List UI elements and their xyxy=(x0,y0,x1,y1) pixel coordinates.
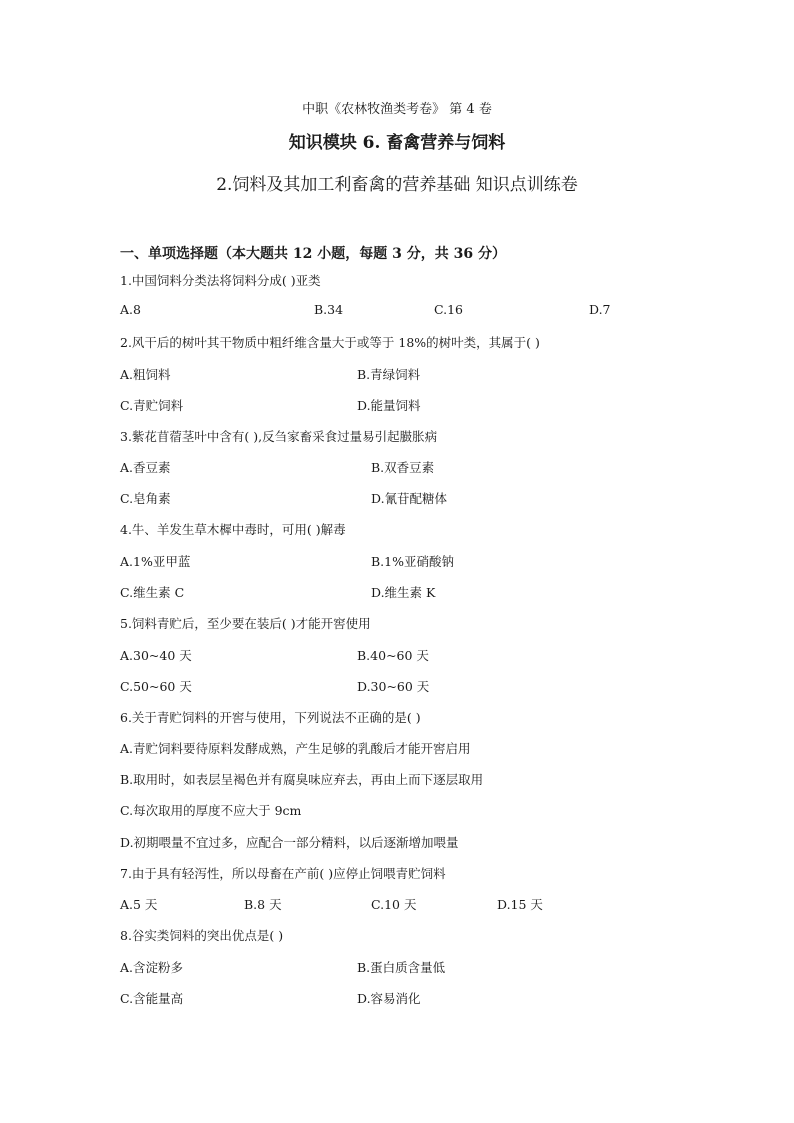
question-1-option-b: B.34 xyxy=(314,302,344,317)
module-title: 知识模块 6. 畜禽营养与饲料 xyxy=(288,133,506,153)
question-3-stem: 3.紫花苜蓿茎叶中含有( ),反刍家畜采食过量易引起臌胀病 xyxy=(120,429,438,444)
question-8-option-b: B.蛋白质含量低 xyxy=(357,960,446,975)
question-4-option-b: B.1%亚硝酸钠 xyxy=(371,554,454,569)
question-4-stem: 4.牛、羊发生草木樨中毒时，可用( )解毒 xyxy=(120,522,346,537)
question-1-option-c: C.16 xyxy=(434,302,463,317)
question-5-stem: 5.饲料青贮后，至少要在装后( )才能开窖使用 xyxy=(120,616,371,631)
question-2-option-c: C.青贮饲料 xyxy=(120,398,184,413)
exam-subtitle: 2.饲料及其加工利畜禽的营养基础 知识点训练卷 xyxy=(216,175,578,195)
question-6-option-a: A.青贮饲料要待原料发酵成熟，产生足够的乳酸后才能开窖启用 xyxy=(120,741,471,756)
question-3-option-d: D.氰苷配糖体 xyxy=(371,491,448,506)
question-1-option-d: D.7 xyxy=(589,302,611,317)
section-title: 一、单项选择题（本大题共 12 小题，每题 3 分，共 36 分） xyxy=(120,246,506,262)
question-5-option-a: A.30~40 天 xyxy=(120,648,192,663)
question-4-option-c: C.维生素 C xyxy=(120,585,185,600)
question-6-option-d: D.初期喂量不宜过多，应配合一部分精料，以后逐渐增加喂量 xyxy=(120,835,459,850)
question-2-stem: 2.风干后的树叶其干物质中粗纤维含量大于或等于 18%的树叶类，其属于( ) xyxy=(120,335,540,350)
question-2-option-a: A.粗饲料 xyxy=(120,367,171,382)
question-7-stem: 7.由于具有轻泻性，所以母畜在产前( )应停止饲喂青贮饲料 xyxy=(120,866,446,881)
question-5-option-d: D.30~60 天 xyxy=(357,679,430,694)
question-1-stem: 1.中国饲料分类法将饲料分成( )亚类 xyxy=(120,273,321,288)
question-7-option-a: A.5 天 xyxy=(120,897,158,912)
question-4-option-d: D.维生素 K xyxy=(371,585,436,600)
question-7-option-c: C.10 天 xyxy=(371,897,417,912)
question-7-option-d: D.15 天 xyxy=(497,897,543,912)
question-8-option-d: D.容易消化 xyxy=(357,991,421,1006)
question-6-stem: 6.关于青贮饲料的开窖与使用，下列说法不正确的是( ) xyxy=(120,710,421,725)
exam-series-header: 中职《农林牧渔类考卷》 第 4 卷 xyxy=(302,102,492,117)
question-6-option-b: B.取用时，如表层呈褐色并有腐臭味应弃去，再由上而下逐层取用 xyxy=(120,772,484,787)
question-3-option-c: C.皂角素 xyxy=(120,491,171,506)
question-8-option-c: C.含能量高 xyxy=(120,991,184,1006)
question-6-option-c: C.每次取用的厚度不应大于 9cm xyxy=(120,803,302,818)
question-2-option-b: B.青绿饲料 xyxy=(357,367,421,382)
question-7-option-b: B.8 天 xyxy=(244,897,282,912)
question-3-option-a: A.香豆素 xyxy=(120,460,171,475)
question-5-option-b: B.40~60 天 xyxy=(357,648,429,663)
question-8-stem: 8.谷实类饲料的突出优点是( ) xyxy=(120,928,284,943)
question-1-option-a: A.8 xyxy=(120,302,141,317)
question-4-option-a: A.1%亚甲蓝 xyxy=(120,554,191,569)
question-3-option-b: B.双香豆素 xyxy=(371,460,435,475)
question-2-option-d: D.能量饲料 xyxy=(357,398,421,413)
question-8-option-a: A.含淀粉多 xyxy=(120,960,184,975)
question-5-option-c: C.50~60 天 xyxy=(120,679,192,694)
